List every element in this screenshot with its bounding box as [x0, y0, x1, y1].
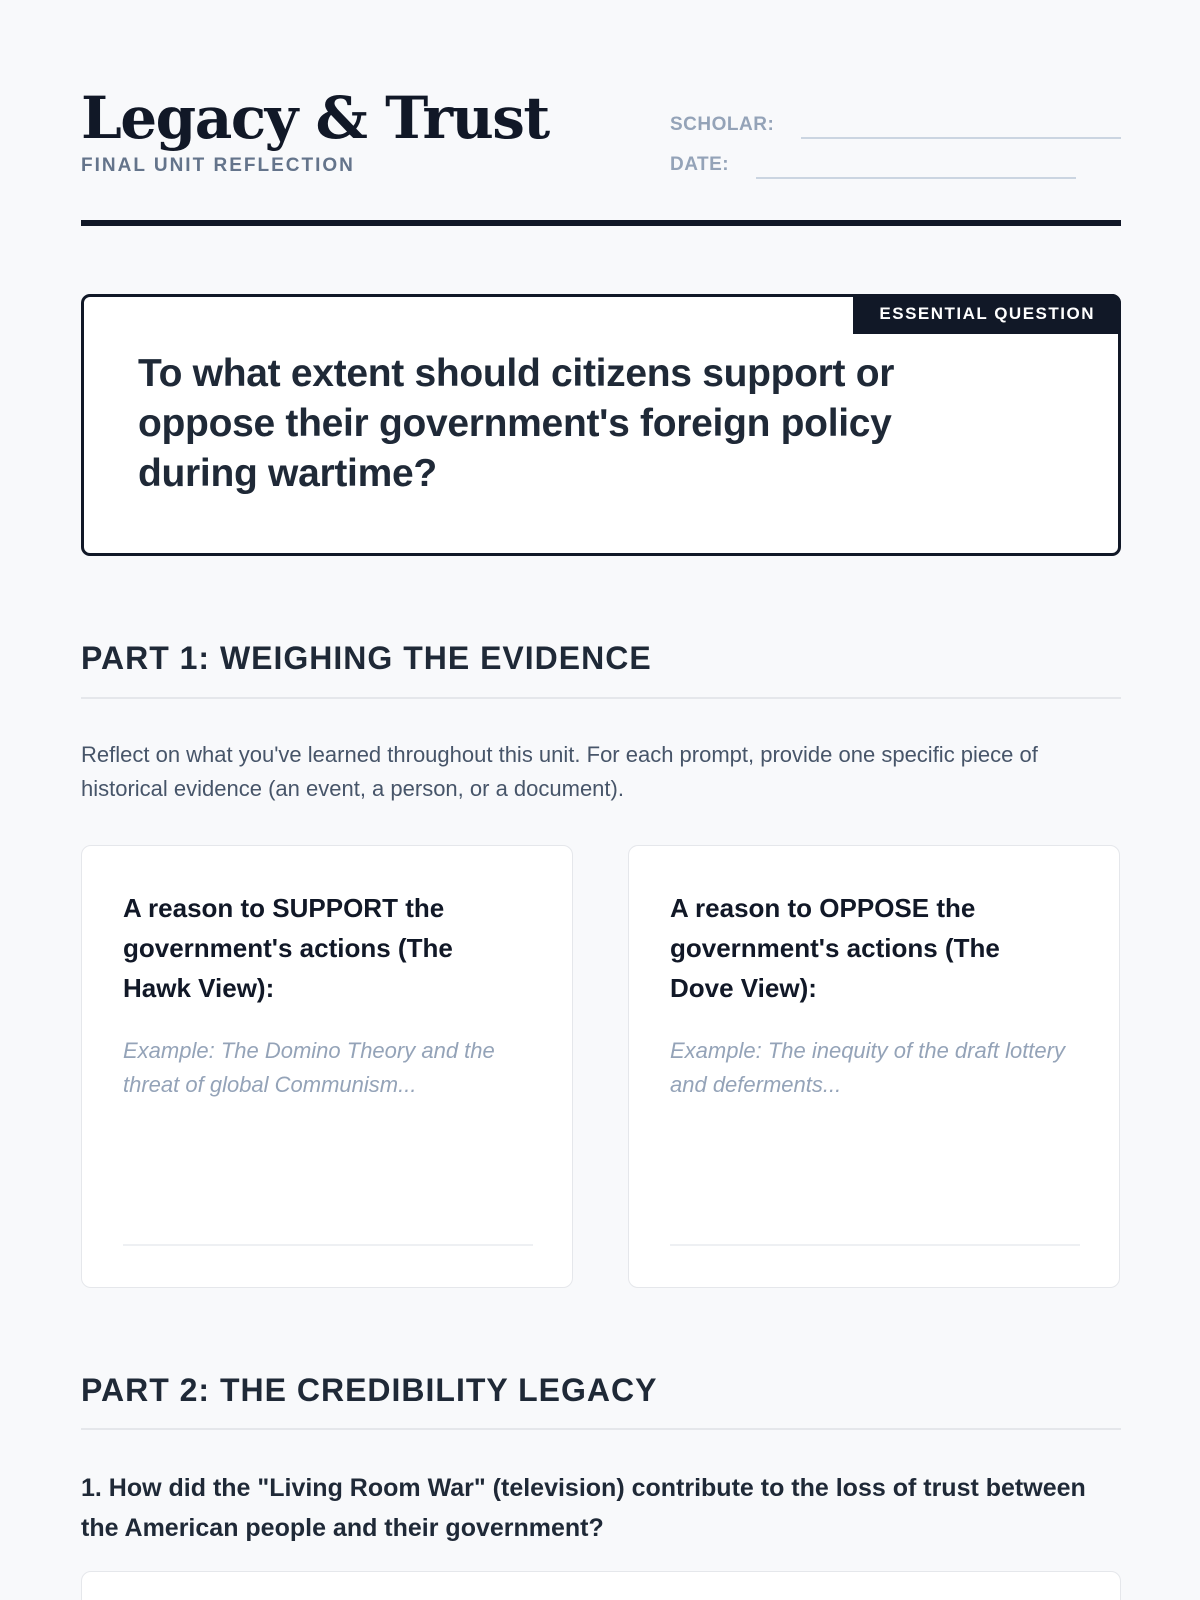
- part1-title: PART 1: WEIGHING THE EVIDENCE: [81, 640, 652, 676]
- essential-question-box: [81, 294, 1121, 556]
- part2-divider: [81, 1428, 1121, 1430]
- scholar-field[interactable]: [801, 137, 1121, 139]
- support-answer-line: [123, 1244, 533, 1246]
- question-1-answer-box[interactable]: [81, 1571, 1121, 1600]
- scholar-label: SCHOLAR:: [670, 114, 775, 135]
- header-divider: [81, 220, 1121, 226]
- support-card[interactable]: [81, 845, 573, 1288]
- essential-question-tag: ESSENTIAL QUESTION: [853, 294, 1121, 334]
- oppose-card-example[interactable]: Example: The inequity of the draft lottery and deferments...: [670, 1038, 1065, 1097]
- date-field[interactable]: [756, 177, 1076, 179]
- support-card-example[interactable]: Example: The Domino Theory and the threat of global Communism...: [123, 1038, 495, 1097]
- question-1: 1. How did the "Living Room War" (television) contribute to the loss of trust between the American people and their government?: [81, 1474, 1086, 1542]
- oppose-card-heading: A reason to OPPOSE the government's actions (The Dove View):: [670, 893, 1000, 1003]
- part1-divider: [81, 697, 1121, 699]
- support-card-heading: A reason to SUPPORT the government's actions (The Hawk View):: [123, 893, 453, 1003]
- worksheet-header: [81, 85, 1121, 225]
- part2-title: PART 2: THE CREDIBILITY LEGACY: [81, 1372, 658, 1408]
- worksheet-subtitle: FINAL UNIT REFLECTION: [81, 155, 355, 176]
- date-label: DATE:: [670, 154, 730, 175]
- essential-question-text: To what extent should citizens support or oppose their government's foreign policy during wartime?: [138, 352, 895, 495]
- worksheet-title: Legacy & Trust: [81, 84, 549, 152]
- oppose-card[interactable]: [628, 845, 1120, 1288]
- oppose-answer-line: [670, 1244, 1080, 1246]
- part1-intro: Reflect on what you've learned throughout this unit. For each prompt, provide one specific piece of historical evidence (an event, a person, or a document).: [81, 742, 1038, 801]
